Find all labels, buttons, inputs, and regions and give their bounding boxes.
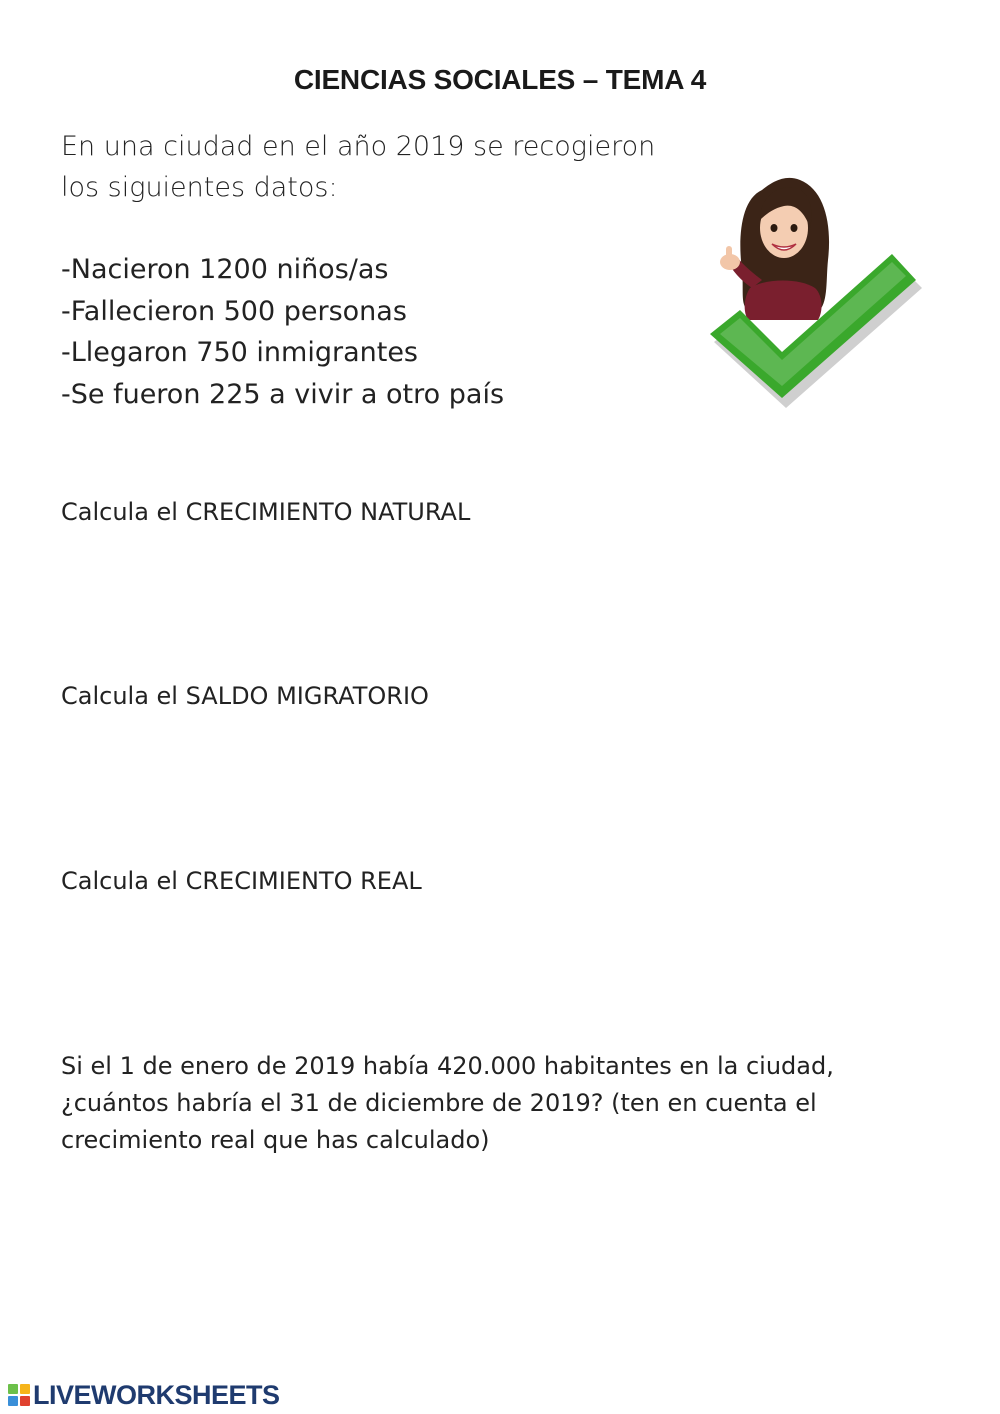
task-real-growth: Calcula el CRECIMIENTO REAL <box>61 867 422 895</box>
intro-text <box>61 126 701 208</box>
final-question-line-1: Si el 1 de enero de 2019 había 420.000 habitantes en la ciudad, <box>61 1052 834 1080</box>
page-title: CIENCIAS SOCIALES – TEMA 4 <box>293 64 707 95</box>
data-item-immigrants: -Llegaron 750 inmigrantes <box>61 337 418 368</box>
data-item-deaths: -Fallecieron 500 personas <box>61 295 407 327</box>
data-item-births: -Nacieron 1200 niños/as <box>61 254 389 285</box>
logo-block <box>20 1396 30 1406</box>
logo-blocks-icon <box>8 1384 30 1406</box>
intro-line-2: los siguientes datos: <box>61 172 338 203</box>
final-question <box>61 1048 881 1159</box>
logo-block <box>8 1396 18 1406</box>
intro-line-1: En una ciudad en el año 2019 se recogieron <box>61 131 656 162</box>
final-question-line-2: ¿cuántos habría el 31 de diciembre de 2019? (ten en cuenta el <box>61 1089 817 1117</box>
logo-text: LIVEWORKSHEETS <box>33 1379 280 1410</box>
logo-block <box>20 1384 30 1394</box>
teacher-thumbs-up-checkmark-icon <box>700 170 930 410</box>
liveworksheets-logo <box>8 1380 280 1410</box>
final-question-line-3: crecimiento real que has calculado) <box>61 1126 490 1154</box>
data-list <box>61 249 504 415</box>
task-natural-growth: Calcula el CRECIMIENTO NATURAL <box>61 498 471 526</box>
data-item-emigrants: -Se fueron 225 a vivir a otro país <box>61 378 505 410</box>
logo-block <box>8 1384 18 1394</box>
task-migration-balance: Calcula el SALDO MIGRATORIO <box>61 682 429 710</box>
